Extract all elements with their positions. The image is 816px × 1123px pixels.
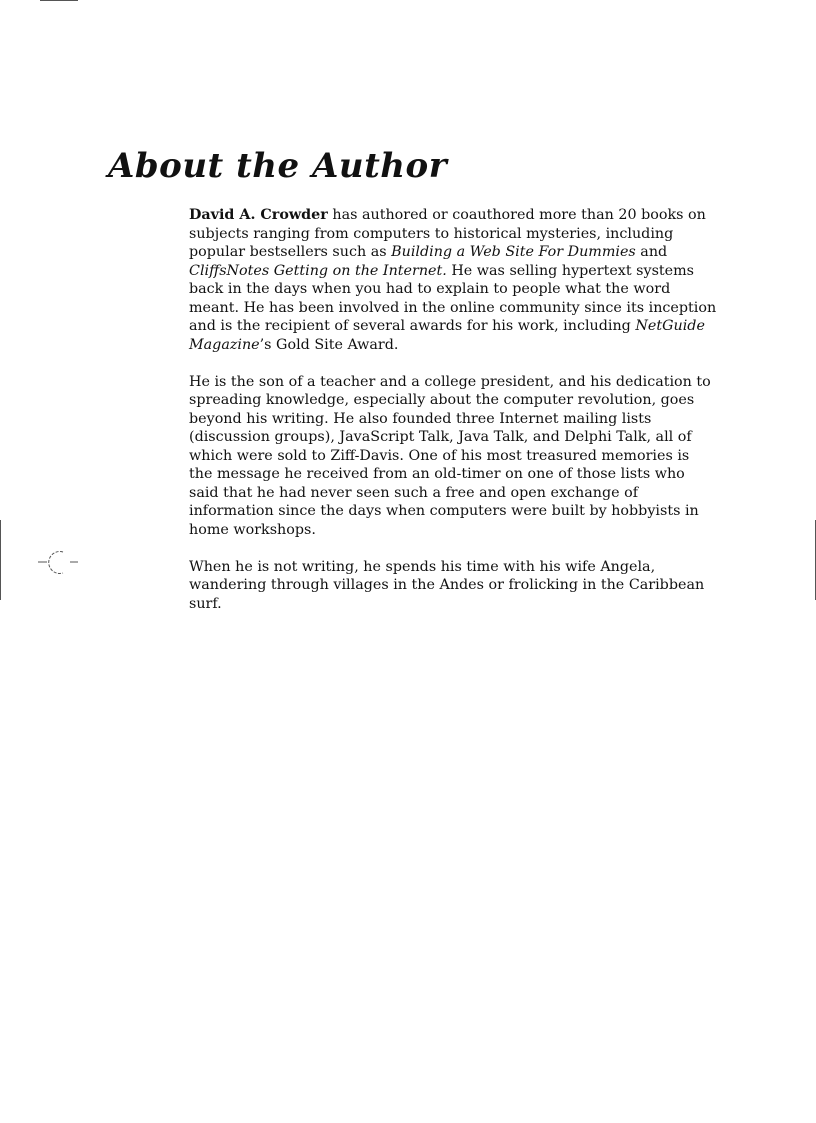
crop-mark-top (40, 0, 78, 1)
bio-paragraph-3: When he is not writing, he spends his time with his wife Angela, wandering through villages in the Andes or frolicking in the Caribbean surf. (189, 558, 705, 612)
book-title: CliffsNotes Getting on the Internet. (189, 262, 447, 279)
bio-text-segment: He was selling hypertext systems back in the days when you had to explain to people what the word meant. He has been involved in the online community since its inception and is the recipient of several awards for his work, including (189, 262, 717, 334)
page-title: About the Author (108, 146, 448, 186)
crop-mark-left (0, 520, 1, 600)
bio-text-segment: and (635, 244, 668, 260)
bio-text-segment: ’s Gold Site Award. (259, 336, 399, 353)
author-name: David A. Crowder (189, 207, 328, 223)
book-title: Building a Web Site For Dummies (391, 244, 636, 260)
registration-mark-icon (38, 548, 82, 578)
bio-paragraph-1 (189, 206, 717, 354)
magazine-title: NetGuide Magazine (189, 318, 705, 353)
bio-paragraph-2: He is the son of a teacher and a college president, and his dedication to spreading knowledge, especially about the computer revolution, goes beyond his writing. He also founded three Internet mailing lists (discussion groups), JavaScript Talk, Java Talk, and Delphi Talk, all of which were sold to Ziff-Davis. One of his most treasured memories is the message he received from an old-timer on one of those lists who said that he had never seen such a free and open exchange of information since the days when computers were built by hobbyists in home workshops. (189, 373, 711, 538)
author-bio (189, 206, 717, 613)
bio-text-segment: has authored or coauthored more than 20 books on subjects ranging from computers to historical mysteries, including popular bestsellers such as (189, 207, 706, 260)
